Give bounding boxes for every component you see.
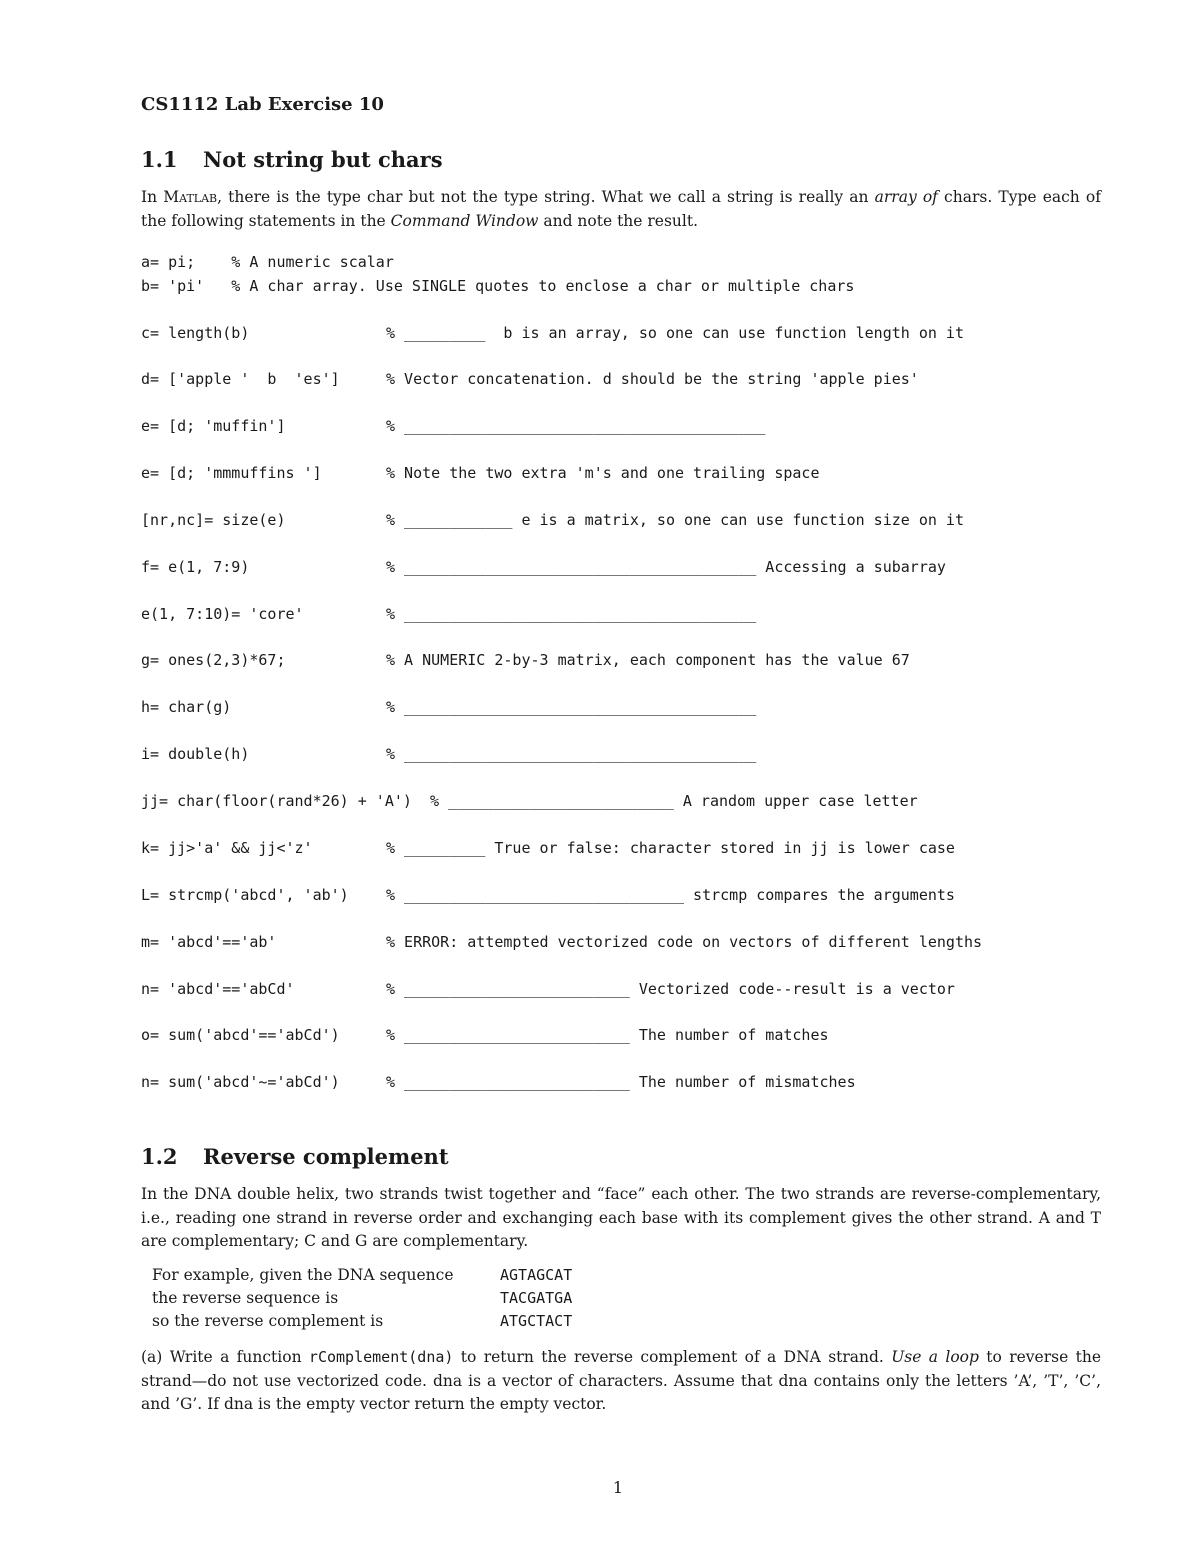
document-title: CS1112 Lab Exercise 10 [141, 94, 384, 115]
section-1-2-paragraph: In the DNA double helix, two strands twist together and “face” each other. The two strands are reverse-complementary, i.e., reading one strand in reverse order and exchanging each base with its complement gives the other strand. A and T are complementary; C and G are complementary. [141, 1185, 1101, 1250]
statement-comment: % Note the two extra 'm's and one trailing space [386, 464, 820, 482]
statement-code: h= char(g) [141, 698, 232, 716]
section-1-1-intro [141, 186, 1101, 233]
statement-comment: % _________ b is an array, so one can use function length on it [386, 324, 964, 342]
statement-code: e= [d; 'mmmuffins '] [141, 464, 322, 482]
statement-code: n= 'abcd'=='abCd' [141, 980, 295, 998]
function-signature: rComplement(dna) [308, 1348, 454, 1366]
statement-code: e= [d; 'muffin'] [141, 417, 286, 435]
example-label: For example, given the DNA sequence [152, 1266, 454, 1284]
statement-comment: % _________ True or false: character stored in jj is lower case [386, 839, 955, 857]
statement-code: L= strcmp('abcd', 'ab') [141, 886, 349, 904]
table-row [152, 1266, 572, 1289]
statement-comment: % _________________________ The number of mismatches [386, 1073, 856, 1091]
part-a-text: (a) Write a function [141, 1348, 309, 1366]
example-label: so the reverse complement is [152, 1312, 384, 1330]
statement-comment: % _________________________ Vectorized code--result is a vector [386, 980, 955, 998]
code-line-a: a= pi; % A numeric scalar [141, 253, 394, 271]
statement-comment: % _______________________________________ [386, 745, 757, 763]
intro-text: and note the result. [538, 211, 699, 230]
example-sequence: TACGATGA [500, 1289, 573, 1307]
section-heading-1-1 [141, 147, 443, 172]
intro-text: In [141, 188, 164, 206]
statement-comment: % Vector concatenation. d should be the string 'apple pies' [386, 370, 919, 388]
example-table [152, 1266, 572, 1335]
statement-code: m= 'abcd'=='ab' [141, 933, 277, 951]
statement-comment: % _______________________________________ [386, 698, 757, 716]
matlab-name: Matlab [163, 188, 218, 206]
statement-code: i= double(h) [141, 745, 250, 763]
part-a-emphasis: Use a loop [891, 1348, 979, 1366]
section-title: Not string but chars [203, 147, 443, 172]
statement-code: c= length(b) [141, 324, 250, 342]
statement-code: k= jj>'a' && jj<'z' [141, 839, 313, 857]
section-heading-1-2 [141, 1144, 449, 1169]
statement-code: f= e(1, 7:9) [141, 558, 250, 576]
table-row [152, 1312, 572, 1335]
statement-comment: % _______________________________________ Accessing a subarray [386, 558, 946, 576]
intro-emphasis: Command Window [390, 211, 539, 230]
statement-comment: % ________________________________________ [386, 417, 766, 435]
part-a-text: to reverse the strand—do not use vectorized code. dna is a vector of characters. Assume that dna contains only the letters ’A’, ’T’, ’C’, and ’G’. If dna is the empty vector return the empty vector. [141, 1348, 1102, 1413]
statement-comment: % _______________________________ strcmp compares the arguments [386, 886, 955, 904]
statement-line-jj: jj= char(floor(rand*26) + 'A') % _________________________ A random upper case letter [141, 792, 918, 810]
intro-text: chars. Type each of the following statements in the [141, 188, 1101, 230]
page-number: 1 [612, 1478, 624, 1497]
part-a-paragraph [141, 1346, 1101, 1417]
statement-comment: % A NUMERIC 2-by-3 matrix, each component has the value 67 [386, 651, 910, 669]
statement-comment: % ERROR: attempted vectorized code on vectors of different lengths [386, 933, 983, 951]
part-a-text: to return the reverse complement of a DNA strand. [453, 1348, 892, 1366]
section-title: Reverse complement [203, 1144, 449, 1169]
statement-code: [nr,nc]= size(e) [141, 511, 286, 529]
statement-comment: % ____________ e is a matrix, so one can use function size on it [386, 511, 964, 529]
example-sequence: AGTAGCAT [500, 1266, 573, 1284]
example-label: the reverse sequence is [152, 1289, 339, 1307]
statement-code: n= sum('abcd'~='abCd') [141, 1073, 340, 1091]
statement-code: e(1, 7:10)= 'core' [141, 605, 304, 623]
statement-comment: % _______________________________________ [386, 605, 757, 623]
statement-code: g= ones(2,3)*67; [141, 651, 286, 669]
section-number: 1.2 [141, 1144, 178, 1169]
statement-code: o= sum('abcd'=='abCd') [141, 1026, 340, 1044]
intro-text: , there is the type char but not the type string. What we call a string is really an [217, 188, 875, 206]
example-sequence: ATGCTACT [500, 1312, 573, 1330]
statement-comment: % _________________________ The number of matches [386, 1026, 829, 1044]
statement-code: d= ['apple ' b 'es'] [141, 370, 340, 388]
section-number: 1.1 [141, 147, 178, 172]
table-row [152, 1289, 572, 1312]
intro-emphasis: array of [874, 188, 938, 206]
code-line-b: b= 'pi' % A char array. Use SINGLE quotes to enclose a char or multiple chars [141, 277, 855, 295]
